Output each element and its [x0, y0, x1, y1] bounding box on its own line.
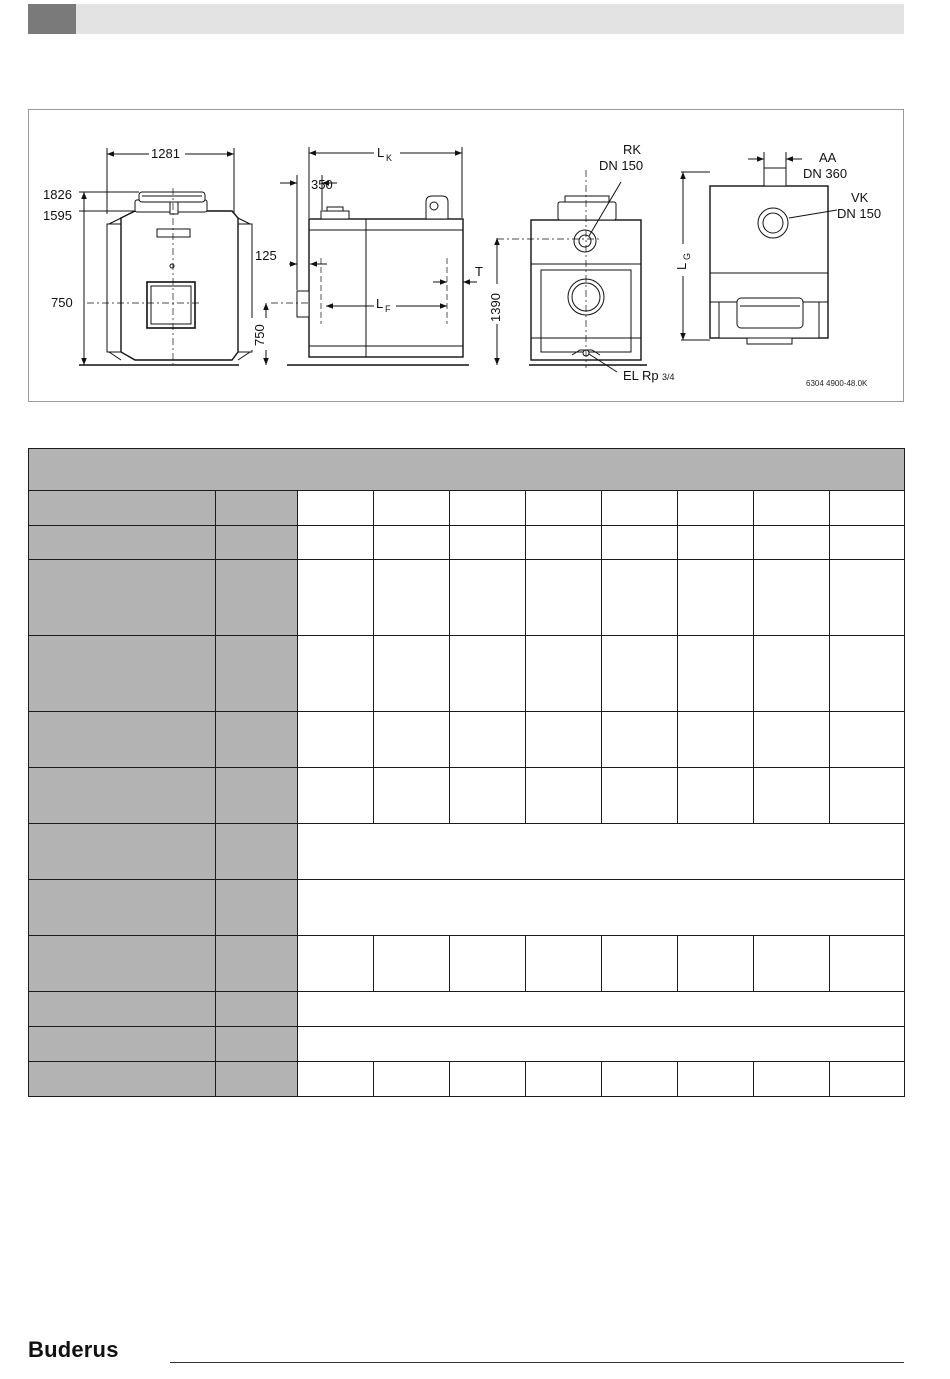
dimension-drawing: [28, 109, 904, 402]
table-row: [29, 768, 905, 824]
table-title: [29, 449, 905, 491]
table-row: [29, 824, 905, 880]
side-view: [266, 147, 477, 365]
dim-height-1390-label: 1390: [488, 293, 503, 322]
dim-offset-125-label: 125: [255, 248, 277, 263]
table-row: [29, 636, 905, 712]
chapter-tab: [28, 4, 76, 34]
dim-burner-height-label: 750: [51, 295, 73, 310]
el-size-label: 3/4: [662, 372, 675, 382]
dim-offset-350-label: 350: [311, 177, 333, 192]
table-row: [29, 526, 905, 560]
vk-size-label: DN 150: [837, 206, 882, 221]
dim-lf-label: L: [376, 296, 384, 311]
rk-label: RK: [623, 142, 642, 157]
dim-height-top-label: 1595: [43, 208, 72, 223]
dim-lf-sub: F: [385, 304, 391, 314]
table-row: [29, 560, 905, 636]
front-view: [79, 148, 252, 368]
dim-lk-label: L: [377, 145, 385, 160]
dim-width-label: 1281: [151, 146, 180, 161]
table-row: [29, 936, 905, 992]
dim-lk-sub: K: [386, 153, 393, 163]
table-row: [29, 992, 905, 1027]
aa-label: AA: [819, 150, 837, 165]
header-bar: [28, 4, 904, 34]
dim-t-label: T: [475, 264, 483, 279]
technical-data-table: [28, 448, 905, 1097]
dim-lg-sub: G: [682, 252, 692, 260]
aa-size-label: DN 360: [803, 166, 848, 181]
table-row: [29, 1027, 905, 1062]
table-row: [29, 491, 905, 526]
rear-view: [497, 170, 647, 372]
footer-rule: [170, 1362, 904, 1363]
table-row: [29, 1062, 905, 1097]
dim-height-total-label: 1826: [43, 187, 72, 202]
vk-label: VK: [851, 190, 869, 205]
rk-size-label: DN 150: [599, 158, 644, 173]
table-row: [29, 880, 905, 936]
boiler-drawings: [29, 110, 905, 403]
table-title-row: [29, 449, 905, 491]
dim-height-750-label: 750: [252, 324, 267, 346]
dim-lg-label: L: [674, 262, 689, 270]
table-row: [29, 712, 905, 768]
brand-logo: Buderus: [28, 1337, 119, 1362]
el-label: EL Rp: [623, 368, 659, 383]
figure-code: 6304 4900-48.0K: [806, 379, 868, 388]
